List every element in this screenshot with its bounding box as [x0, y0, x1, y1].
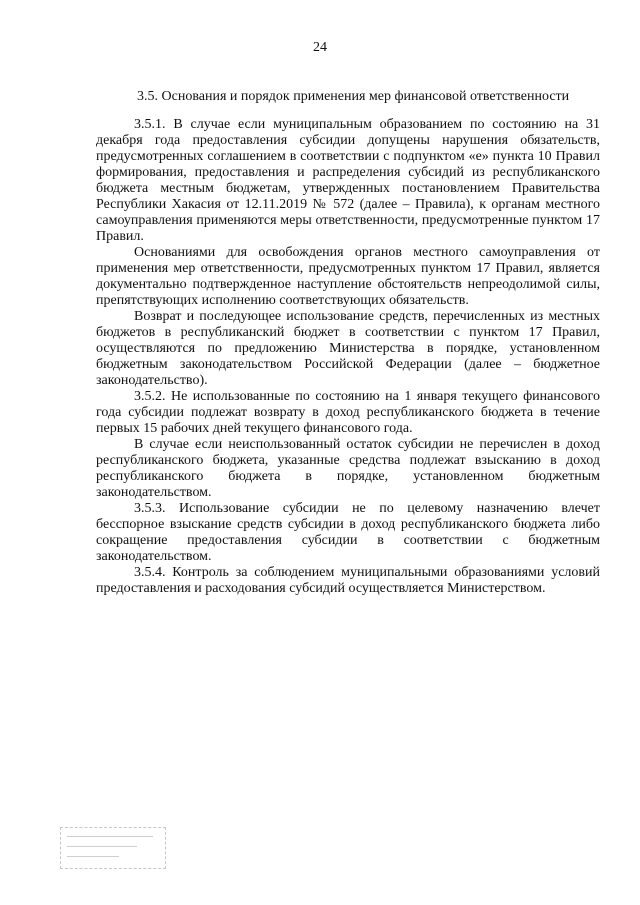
- paragraph-3-5-3: 3.5.3. Использование субсидии не по целевому назначению влечет бесспорное взыскание средств субсидии в доход республиканского бюджета либо сокращение предоставления субсидии в соответствии с бюджетным законодательством.: [96, 501, 600, 564]
- paragraph-recovery: В случае если неиспользованный остаток субсидии не перечислен в доход республиканского бюджета, указанные средства подлежат взысканию в доход республиканского бюджета в порядке, установленном бюджетным законодательством.: [96, 437, 600, 500]
- page-number: 24: [313, 40, 327, 55]
- paragraph-exemption: Основаниями для освобождения органов местного самоуправления от применения мер ответственности, предусмотренных пунктом 17 Правил, является документально подтвержденное наступление обстоятельств непреодолимой силы, препятствующих исполнению соответствующих обязательств.: [96, 245, 600, 308]
- section-body: [96, 117, 600, 597]
- paragraph-3-5-4: 3.5.4. Контроль за соблюдением муниципальными образованиями условий предоставления и расходования субсидий осуществляется Министерством.: [96, 565, 600, 596]
- section-heading: 3.5. Основания и порядок применения мер финансовой ответственности: [137, 89, 570, 104]
- paragraph-return: Возврат и последующее использование средств, перечисленных из местных бюджетов в республиканский бюджет в соответствии с пунктом 17 Правил, осуществляются по предложению Министерства в порядке, установленном бюджетным законодательством Российской Федерации (далее – бюджетное законодательство).: [96, 309, 600, 388]
- document-stamp: [60, 827, 166, 869]
- paragraph-3-5-1: 3.5.1. В случае если муниципальным образованием по состоянию на 31 декабря года предоставления субсидии допущены нарушения обязательств, предусмотренных соглашением в соответствии с подпунктом «е» пункта 10 Правил формирования, предоставления и распределения субсидий из республиканского бюджета местным бюджетам, утвержденных постановлением Правительства Республики Хакасия от 12.11.2019 № 572 (далее – Правила), к органам местного самоуправления применяются меры ответственности, предусмотренные пунктом 17 Правил.: [96, 117, 600, 244]
- paragraph-3-5-2: 3.5.2. Не использованные по состоянию на 1 января текущего финансового года субсидии подлежат возврату в доход республиканского бюджета в течение первых 15 рабочих дней текущего финансового года.: [96, 389, 600, 436]
